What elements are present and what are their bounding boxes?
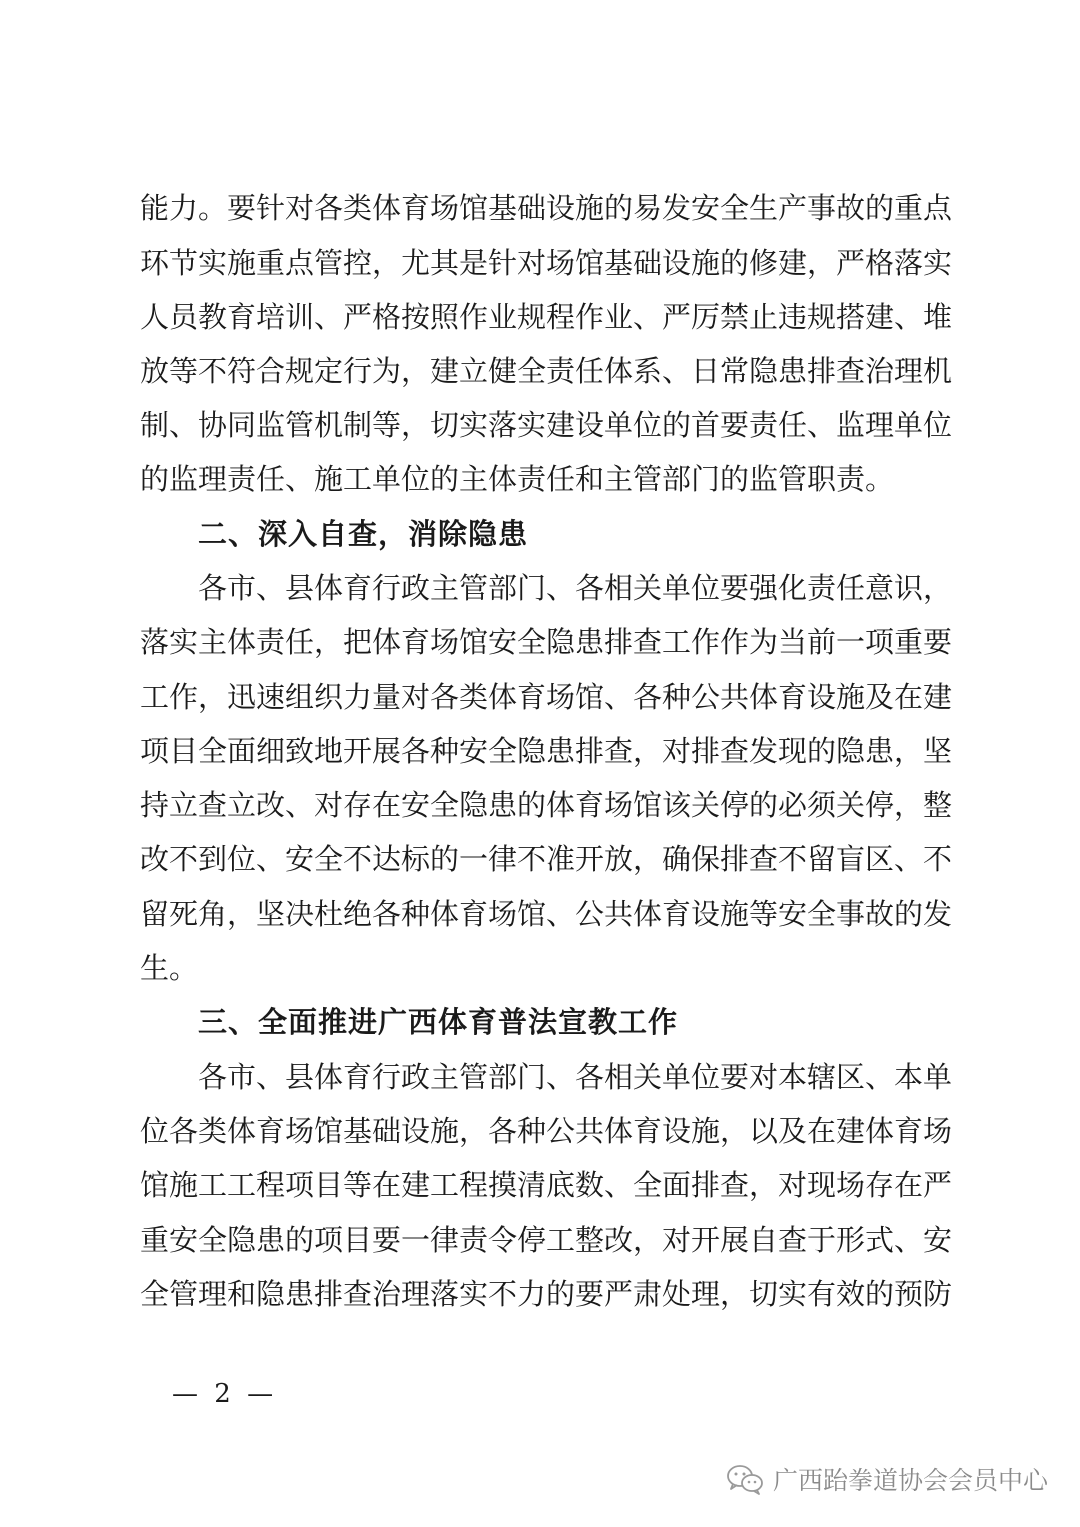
body-line: 位各类体育场馆基础设施，各种公共体育设施，以及在建体育场 bbox=[140, 1114, 953, 1148]
body-line: 环节实施重点管控，尤其是针对场馆基础设施的修建，严格落实 bbox=[140, 246, 953, 280]
body-line: 持立查立改、对存在安全隐患的体育场馆该关停的必须关停，整 bbox=[140, 788, 953, 822]
body-line: 馆施工工程项目等在建工程摸清底数、全面排查，对现场存在严 bbox=[140, 1168, 953, 1202]
watermark-text: 广西跆拳道协会会员中心 bbox=[772, 1466, 1048, 1495]
section-heading-2: 二、深入自查，消除隐患 bbox=[198, 517, 529, 551]
body-line: 的监理责任、施工单位的主体责任和主管部门的监管职责。 bbox=[140, 462, 895, 496]
body-line: 留死角，坚决杜绝各种体育场馆、公共体育设施等安全事故的发 bbox=[140, 897, 953, 931]
body-line: 人员教育培训、严格按照作业规程作业、严厉禁止违规搭建、堆 bbox=[140, 300, 953, 334]
body-line: 改不到位、安全不达标的一律不准开放，确保排查不留盲区、不 bbox=[140, 842, 953, 876]
wechat-icon bbox=[725, 1463, 765, 1495]
body-line: 重安全隐患的项目要一律责令停工整改，对开展自查于形式、安 bbox=[140, 1223, 953, 1257]
watermark bbox=[725, 1459, 1048, 1499]
body-line: 能力。要针对各类体育场馆基础设施的易发安全生产事故的重点 bbox=[140, 191, 953, 225]
body-line: 放等不符合规定行为，建立健全责任体系、日常隐患排查治理机 bbox=[140, 354, 953, 388]
body-line: 制、协同监管机制等，切实落实建设单位的首要责任、监理单位 bbox=[140, 408, 953, 442]
body-line: 生。 bbox=[140, 951, 199, 985]
body-line: 全管理和隐患排查治理落实不力的要严肃处理，切实有效的预防 bbox=[140, 1277, 953, 1311]
body-line: 项目全面细致地开展各种安全隐患排查，对排查发现的隐患，坚 bbox=[140, 734, 953, 768]
body-line: 各市、县体育行政主管部门、各相关单位要强化责任意识， bbox=[198, 571, 953, 605]
body-line: 工作，迅速组织力量对各类体育场馆、各种公共体育设施及在建 bbox=[140, 680, 953, 714]
body-line: 各市、县体育行政主管部门、各相关单位要对本辖区、本单 bbox=[198, 1060, 953, 1094]
section-heading-3: 三、全面推进广西体育普法宣教工作 bbox=[198, 1005, 679, 1039]
page-number: — 2 — bbox=[172, 1379, 278, 1409]
body-line: 落实主体责任，把体育场馆安全隐患排查工作作为当前一项重要 bbox=[140, 625, 953, 659]
